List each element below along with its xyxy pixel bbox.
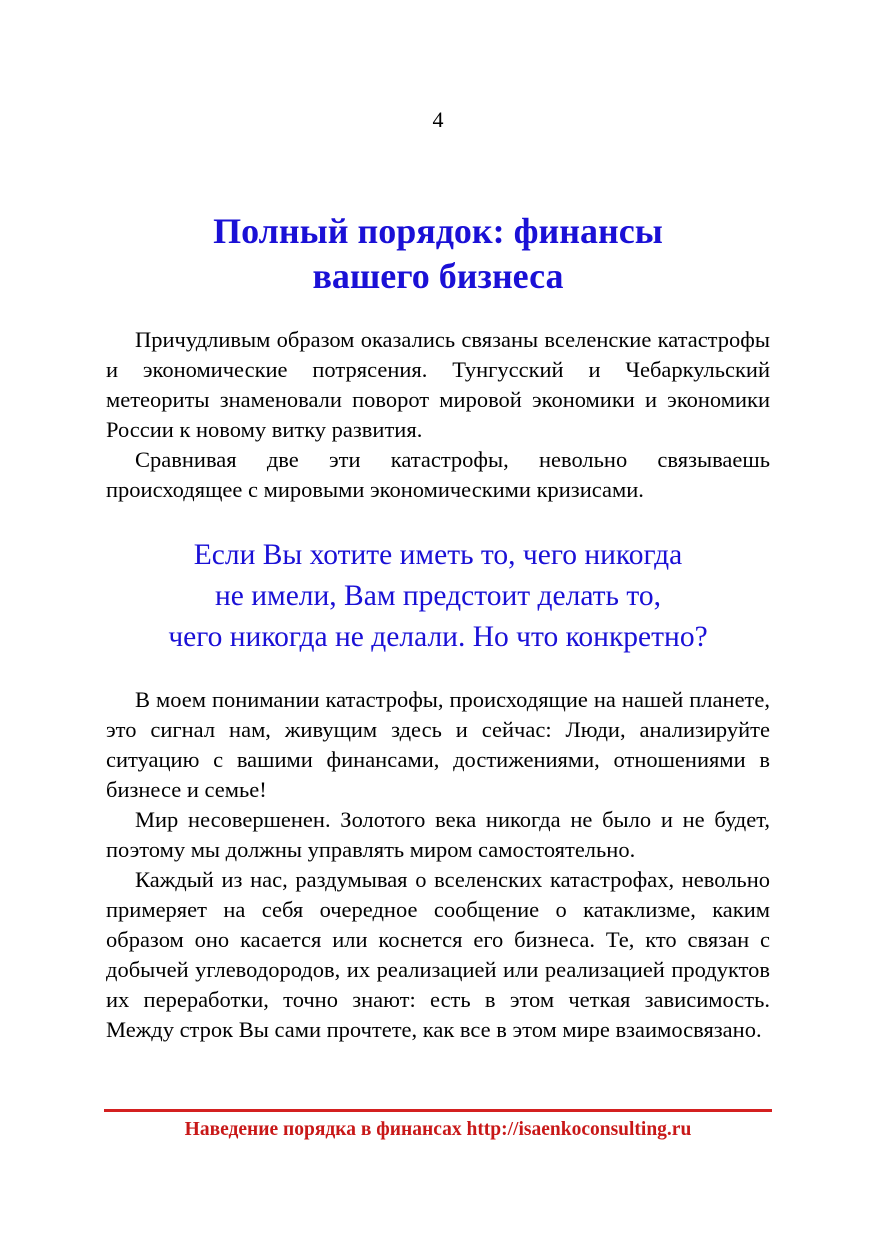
paragraph: Причудливым образом оказались связаны вселенские катастрофы и экономические потрясения. Тунгусский и Чебаркульский метеориты знаменовали поворот мировой экономики и экономики России к новому витку развития. <box>106 327 770 442</box>
page-number: 4 <box>432 107 444 132</box>
highlight-quote <box>106 535 770 658</box>
paragraph: В моем понимании катастрофы, происходящие на нашей планете, это сигнал нам, живущим здесь и сейчас: Люди, анализируйте ситуацию с вашими финансами, достижениями, отношениями в бизнесе и семье! <box>106 687 770 802</box>
title-line-1: Полный порядок: финансы <box>213 211 663 251</box>
page-title <box>106 209 770 299</box>
quote-line-3: чего никогда не делали. Но что конкретно? <box>168 621 708 653</box>
paragraph: Каждый из нас, раздумывая о вселенских катастрофах, невольно примеряет на себя очередное сообщение о катаклизме, каким образом оно касается или коснется его бизнеса. Те, кто связан с добычей углеводородов, их реализацией или реализацией продуктов их переработки, точно знают: есть в этом четкая зависимость. Между строк Вы сами прочтете, как все в этом мире взаимосвязано. <box>106 867 770 1042</box>
title-line-2: вашего бизнеса <box>312 256 564 296</box>
footer-link[interactable]: Наведение порядка в финансах http://isaenkoconsulting.ru <box>184 1119 692 1140</box>
quote-line-2: не имели, Вам предстоит делать то, <box>214 580 662 612</box>
body-text <box>106 685 770 1045</box>
intro-text <box>106 325 770 505</box>
paragraph: Сравнивая две эти катастрофы, невольно связываешь происходящее с мировыми экономическими кризисами. <box>106 447 770 502</box>
paragraph: Мир несовершенен. Золотого века никогда не было и не будет, поэтому мы должны управлять миром самостоятельно. <box>106 807 770 862</box>
quote-line-1: Если Вы хотите иметь то, чего никогда <box>193 539 683 571</box>
footer-divider <box>104 1109 772 1112</box>
